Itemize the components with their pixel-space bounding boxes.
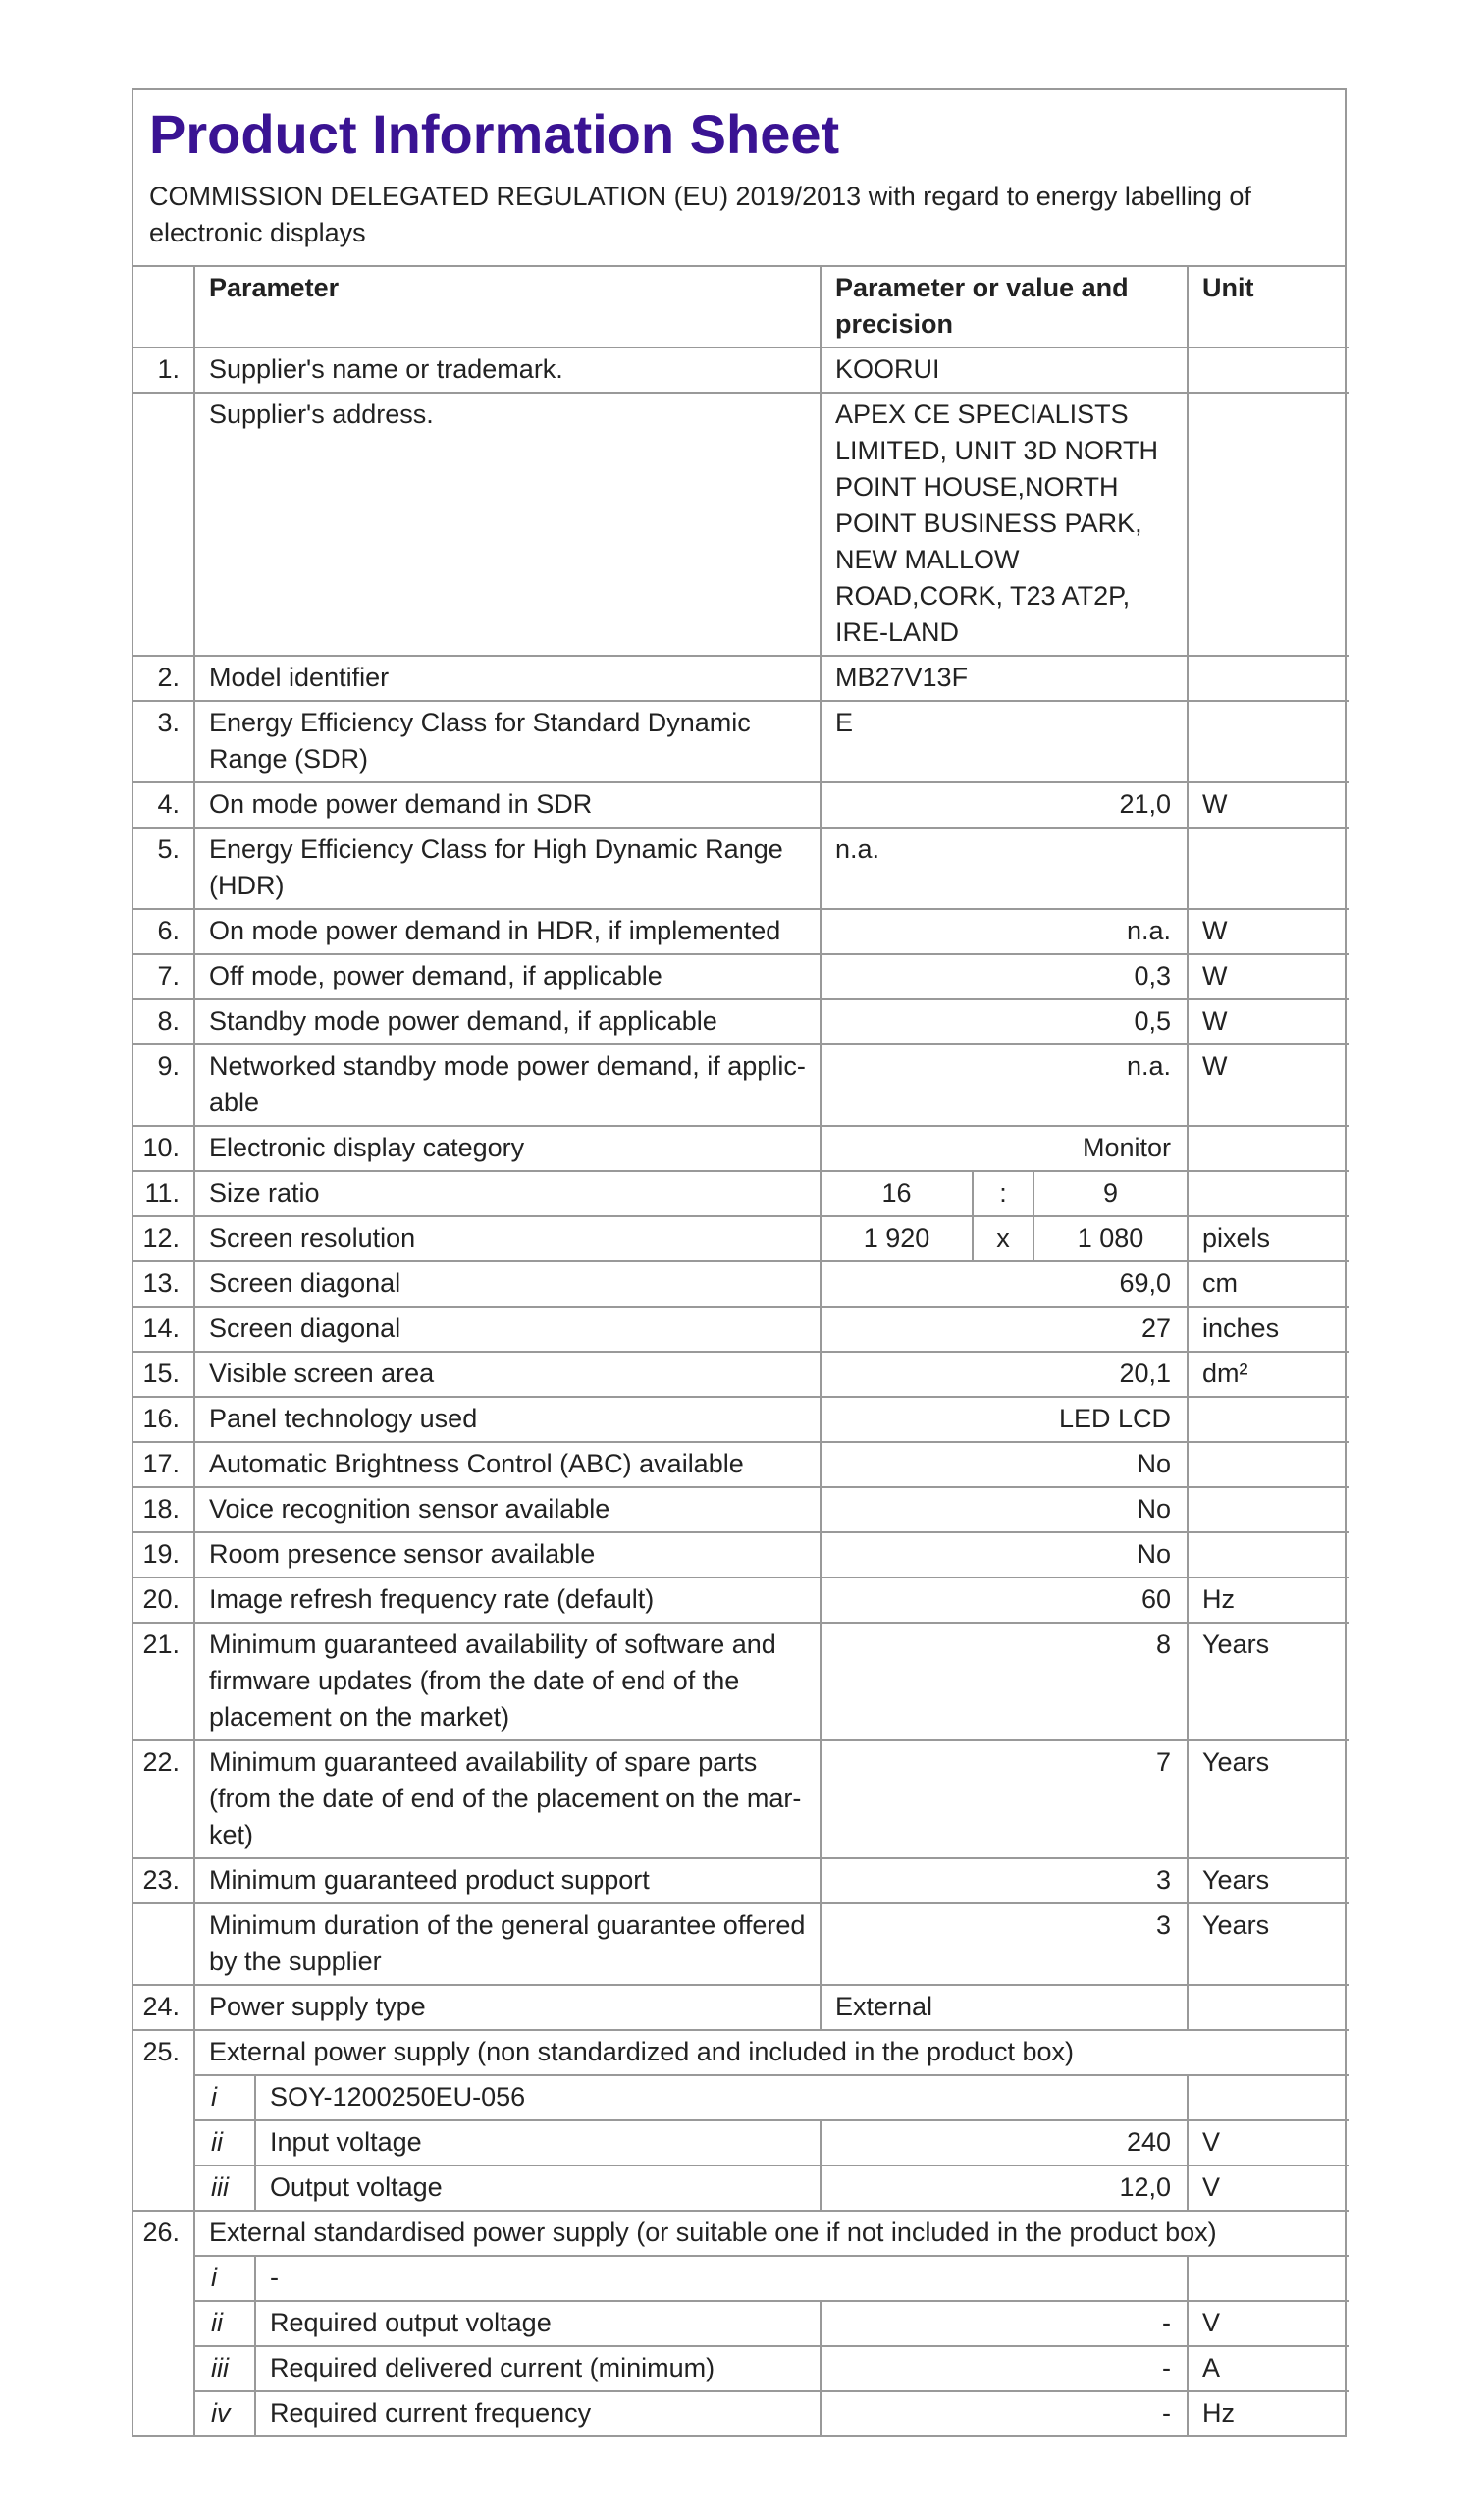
- row-number: 14.: [133, 1307, 194, 1352]
- row-number-spacer: [133, 2120, 194, 2165]
- resolution-separator: x: [973, 1216, 1034, 1261]
- row-unit: Hz: [1188, 1577, 1349, 1623]
- table-row: [133, 2346, 1349, 2391]
- table-row: [133, 2211, 1349, 2256]
- row-parameter: Standby mode power demand, if applicable: [194, 999, 821, 1044]
- table-row: [133, 1623, 1349, 1740]
- row-unit: V: [1188, 2301, 1349, 2346]
- regulation-subtitle: COMMISSION DELEGATED REGULATION (EU) 2019/2013 with regard to energy labelling of electronic displays: [149, 182, 1251, 247]
- row-parameter: Minimum guaranteed availability of spare parts (from the date of end of the placement on the mar-ket): [194, 1740, 821, 1858]
- product-information-sheet: [132, 88, 1347, 2437]
- row-unit: A: [1188, 2346, 1349, 2391]
- row-value: No: [821, 1487, 1188, 1532]
- resolution-height-value: 1 080: [1034, 1216, 1188, 1261]
- row-unit: dm²: [1188, 1352, 1349, 1397]
- sub-row-text: Required output voltage: [255, 2301, 821, 2346]
- row-value: -: [821, 2391, 1188, 2435]
- resolution-width-value: 1 920: [821, 1216, 973, 1261]
- row-number: 22.: [133, 1740, 194, 1858]
- row-number: 6.: [133, 909, 194, 954]
- sub-row-text: Output voltage: [255, 2165, 821, 2211]
- sub-row-label: ii: [194, 2301, 255, 2346]
- row-parameter: Voice recognition sensor available: [194, 1487, 821, 1532]
- table-row: [133, 2301, 1349, 2346]
- row-unit: [1188, 393, 1349, 656]
- row-value: E: [821, 701, 1188, 782]
- table-row: [133, 2030, 1349, 2075]
- row-value: 7: [821, 1740, 1188, 1858]
- row-unit: W: [1188, 1044, 1349, 1126]
- row-number: 5.: [133, 828, 194, 909]
- row-parameter: Supplier's name or trademark.: [194, 348, 821, 393]
- table-row: [133, 348, 1349, 393]
- row-unit: [1188, 2256, 1349, 2301]
- row-parameter: Power supply type: [194, 1985, 821, 2030]
- row-value: External: [821, 1985, 1188, 2030]
- table-row: [133, 2075, 1349, 2120]
- row-unit: [1188, 1171, 1349, 1216]
- row-parameter: Off mode, power demand, if applicable: [194, 954, 821, 999]
- row-number-spacer: [133, 2075, 194, 2120]
- table-row: [133, 782, 1349, 828]
- row-parameter: Screen diagonal: [194, 1307, 821, 1352]
- row-parameter: Screen resolution: [194, 1216, 821, 1261]
- table-row: [133, 1858, 1349, 1903]
- row-unit: W: [1188, 954, 1349, 999]
- row-number: [133, 1903, 194, 1985]
- row-value: n.a.: [821, 828, 1188, 909]
- row-parameter: Room presence sensor available: [194, 1532, 821, 1577]
- table-row: [133, 2391, 1349, 2435]
- row-value: 20,1: [821, 1352, 1188, 1397]
- row-number: 10.: [133, 1126, 194, 1171]
- sub-row-label: iii: [194, 2165, 255, 2211]
- row-unit: [1188, 1985, 1349, 2030]
- sub-row-text: SOY-1200250EU-056: [255, 2075, 1188, 2120]
- row-value: LED LCD: [821, 1397, 1188, 1442]
- row-parameter: Electronic display category: [194, 1126, 821, 1171]
- row-number: 26.: [133, 2211, 194, 2256]
- row-unit: Years: [1188, 1623, 1349, 1740]
- row-value: 8: [821, 1623, 1188, 1740]
- row-unit: W: [1188, 782, 1349, 828]
- row-parameter: Image refresh frequency rate (default): [194, 1577, 821, 1623]
- row-value: 12,0: [821, 2165, 1188, 2211]
- row-parameter: Minimum guaranteed availability of software and firmware updates (from the date of end of the placement on the market): [194, 1623, 821, 1740]
- row-parameter: Automatic Brightness Control (ABC) available: [194, 1442, 821, 1487]
- row-value: Monitor: [821, 1126, 1188, 1171]
- row-number: 7.: [133, 954, 194, 999]
- row-parameter: Energy Efficiency Class for Standard Dynamic Range (SDR): [194, 701, 821, 782]
- header-unit: Unit: [1188, 267, 1349, 348]
- sub-row-text: -: [255, 2256, 1188, 2301]
- row-number: 4.: [133, 782, 194, 828]
- row-number: 25.: [133, 2030, 194, 2075]
- row-number: 8.: [133, 999, 194, 1044]
- table-row: [133, 1126, 1349, 1171]
- ratio-height-value: 9: [1034, 1171, 1188, 1216]
- row-parameter: Minimum duration of the general guarantee offered by the supplier: [194, 1903, 821, 1985]
- row-value: 3: [821, 1903, 1188, 1985]
- row-value: 3: [821, 1858, 1188, 1903]
- row-value: No: [821, 1442, 1188, 1487]
- row-number-spacer: [133, 2346, 194, 2391]
- table-row: [133, 1903, 1349, 1985]
- row-parameter: Minimum guaranteed product support: [194, 1858, 821, 1903]
- sub-row-label: i: [194, 2256, 255, 2301]
- row-number-spacer: [133, 2301, 194, 2346]
- row-unit: [1188, 701, 1349, 782]
- sub-row-label: iv: [194, 2391, 255, 2435]
- row-parameter: Size ratio: [194, 1171, 821, 1216]
- row-parameter: External power supply (non standardized and included in the product box): [194, 2030, 1349, 2075]
- row-value: APEX CE SPECIALISTS LIMITED, UNIT 3D NORTH POINT HOUSE,NORTH POINT BUSINESS PARK, NEW MALLOW ROAD,CORK, T23 AT2P, IRE-LAND: [821, 393, 1188, 656]
- ratio-width-value: 16: [821, 1171, 973, 1216]
- row-number-spacer: [133, 2256, 194, 2301]
- row-parameter: On mode power demand in HDR, if implemented: [194, 909, 821, 954]
- table-row: [133, 656, 1349, 701]
- row-value: 27: [821, 1307, 1188, 1352]
- table-row: [133, 2256, 1349, 2301]
- row-number: 15.: [133, 1352, 194, 1397]
- row-number: 20.: [133, 1577, 194, 1623]
- row-number: 13.: [133, 1261, 194, 1307]
- row-unit: pixels: [1188, 1216, 1349, 1261]
- header-parameter: Parameter: [194, 267, 821, 348]
- row-parameter: Model identifier: [194, 656, 821, 701]
- row-unit: [1188, 1126, 1349, 1171]
- row-number: 23.: [133, 1858, 194, 1903]
- sheet-header: [133, 90, 1345, 267]
- row-parameter: On mode power demand in SDR: [194, 782, 821, 828]
- row-number: 3.: [133, 701, 194, 782]
- sub-row-label: iii: [194, 2346, 255, 2391]
- row-number: 11.: [133, 1171, 194, 1216]
- table-row: [133, 828, 1349, 909]
- row-unit: Years: [1188, 1740, 1349, 1858]
- row-number: 1.: [133, 348, 194, 393]
- row-unit: [1188, 1487, 1349, 1532]
- row-value: n.a.: [821, 909, 1188, 954]
- row-parameter: Networked standby mode power demand, if applic-able: [194, 1044, 821, 1126]
- row-parameter: External standardised power supply (or suitable one if not included in the product box): [194, 2211, 1349, 2256]
- header-value: Parameter or value and precision: [821, 267, 1188, 348]
- sub-row-text: Required delivered current (minimum): [255, 2346, 821, 2391]
- row-value: 240: [821, 2120, 1188, 2165]
- sub-row-label: i: [194, 2075, 255, 2120]
- row-parameter: Visible screen area: [194, 1352, 821, 1397]
- row-unit: [1188, 656, 1349, 701]
- row-value: -: [821, 2301, 1188, 2346]
- row-number: 19.: [133, 1532, 194, 1577]
- table-row: [133, 999, 1349, 1044]
- table-row: [133, 1442, 1349, 1487]
- row-unit: W: [1188, 999, 1349, 1044]
- parameter-table: [133, 267, 1349, 2435]
- row-parameter: Screen diagonal: [194, 1261, 821, 1307]
- row-unit: Years: [1188, 1858, 1349, 1903]
- row-number: 24.: [133, 1985, 194, 2030]
- row-unit: V: [1188, 2120, 1349, 2165]
- table-row: [133, 954, 1349, 999]
- row-value: -: [821, 2346, 1188, 2391]
- row-value: n.a.: [821, 1044, 1188, 1126]
- sub-row-text: Input voltage: [255, 2120, 821, 2165]
- table-header-row: [133, 267, 1349, 348]
- row-unit: V: [1188, 2165, 1349, 2211]
- row-unit: [1188, 1397, 1349, 1442]
- row-value: 21,0: [821, 782, 1188, 828]
- ratio-separator: :: [973, 1171, 1034, 1216]
- row-unit: W: [1188, 909, 1349, 954]
- sub-row-text: Required current frequency: [255, 2391, 821, 2435]
- table-row: [133, 1577, 1349, 1623]
- row-unit: [1188, 1532, 1349, 1577]
- row-unit: [1188, 2075, 1349, 2120]
- table-row: [133, 1171, 1349, 1216]
- sub-row-label: ii: [194, 2120, 255, 2165]
- row-unit: [1188, 828, 1349, 909]
- table-row: [133, 1216, 1349, 1261]
- row-number: 12.: [133, 1216, 194, 1261]
- row-unit: [1188, 1442, 1349, 1487]
- row-unit: [1188, 348, 1349, 393]
- table-row: [133, 909, 1349, 954]
- table-row: [133, 1352, 1349, 1397]
- row-number: 17.: [133, 1442, 194, 1487]
- row-parameter: Supplier's address.: [194, 393, 821, 656]
- row-unit: Years: [1188, 1903, 1349, 1985]
- table-row: [133, 2165, 1349, 2211]
- header-number: [133, 267, 194, 348]
- row-value: 60: [821, 1577, 1188, 1623]
- table-row: [133, 1044, 1349, 1126]
- row-value: KOORUI: [821, 348, 1188, 393]
- row-unit: Hz: [1188, 2391, 1349, 2435]
- row-number: 2.: [133, 656, 194, 701]
- table-row: [133, 1532, 1349, 1577]
- row-parameter: Panel technology used: [194, 1397, 821, 1442]
- row-value: 0,5: [821, 999, 1188, 1044]
- table-row: [133, 2120, 1349, 2165]
- row-number-spacer: [133, 2391, 194, 2435]
- row-value: 69,0: [821, 1261, 1188, 1307]
- row-unit: cm: [1188, 1261, 1349, 1307]
- table-row: [133, 1985, 1349, 2030]
- table-row: [133, 1397, 1349, 1442]
- row-unit: inches: [1188, 1307, 1349, 1352]
- row-value: No: [821, 1532, 1188, 1577]
- row-number: 18.: [133, 1487, 194, 1532]
- row-number-spacer: [133, 2165, 194, 2211]
- row-parameter: Energy Efficiency Class for High Dynamic Range (HDR): [194, 828, 821, 909]
- row-value: MB27V13F: [821, 656, 1188, 701]
- row-number: [133, 393, 194, 656]
- row-number: 16.: [133, 1397, 194, 1442]
- table-row: [133, 1487, 1349, 1532]
- row-number: 21.: [133, 1623, 194, 1740]
- row-value: 0,3: [821, 954, 1188, 999]
- table-row: [133, 1261, 1349, 1307]
- table-row: [133, 1740, 1349, 1858]
- table-row: [133, 393, 1349, 656]
- page-title: Product Information Sheet: [149, 103, 840, 165]
- table-row: [133, 1307, 1349, 1352]
- row-number: 9.: [133, 1044, 194, 1126]
- table-row: [133, 701, 1349, 782]
